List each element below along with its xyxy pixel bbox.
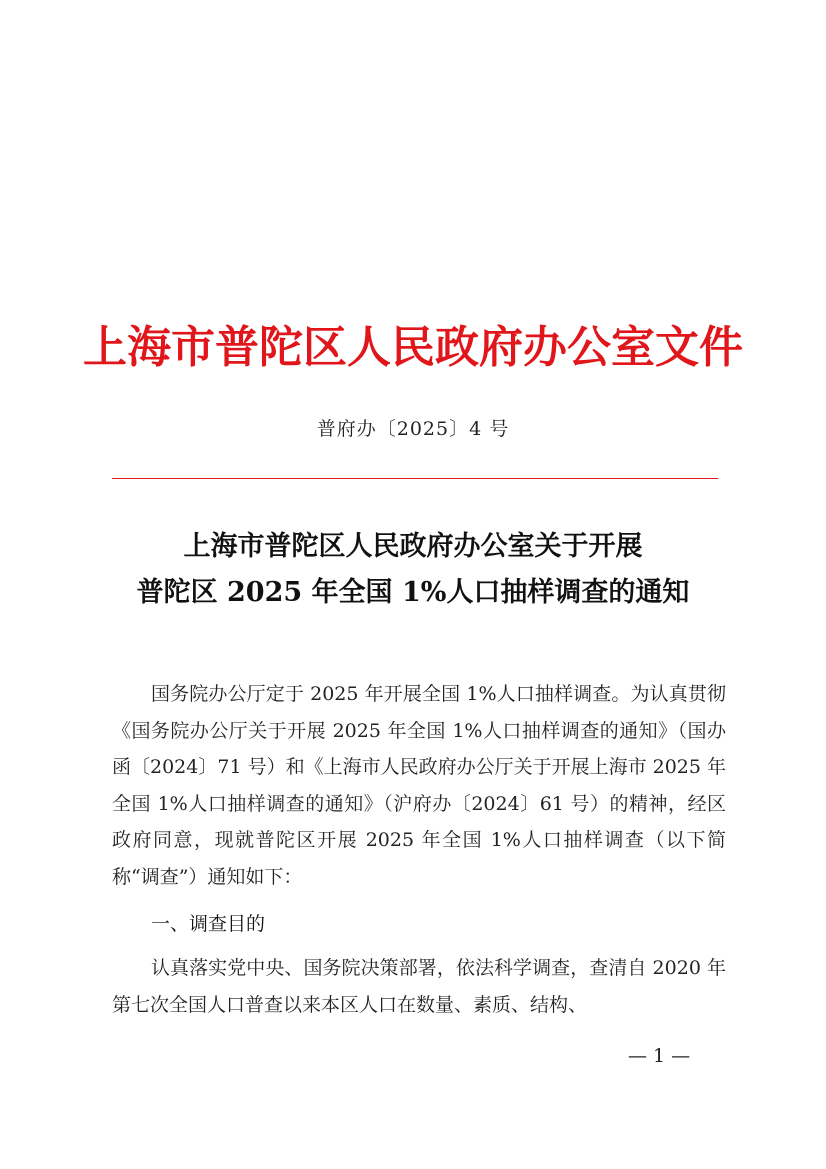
section-heading-1: 一、调查目的: [151, 913, 266, 935]
page-number: — 1 —: [628, 1045, 691, 1067]
document-masthead: 上海市普陀区人民政府办公室文件: [83, 322, 743, 373]
red-divider-line: [112, 478, 718, 479]
body-paragraph-1: 国务院办公厅定于 2025 年开展全国 1%人口抽样调查。为认真贯彻《国务院办公厅关于开展 2025 年全国 1%人口抽样调查的通知》（国办函〔2024〕71 号）和《上海市人民政府办公厅关于开展上海市 2025 年全国 1%人口抽样调查的通知》（沪府办〔2024〕61 号）的精神，经区政府同意，现就普陀区开展 2025 年全国 1%人口抽样调查（以下简称“调查”）通知如下：: [112, 683, 727, 888]
body-paragraph-2: 认真落实党中央、国务院决策部署，依法科学调查，查清自 2020 年第七次全国人口普查以来本区人口在数量、素质、结构、: [112, 957, 726, 1016]
title-line-1: 上海市普陀区人民政府办公室关于开展: [183, 531, 643, 562]
title-line-2: 普陀区 2025 年全国 1%人口抽样调查的通知: [136, 577, 690, 608]
document-number: 普府办〔2025〕4 号: [316, 418, 510, 440]
document-title: [0, 524, 826, 616]
